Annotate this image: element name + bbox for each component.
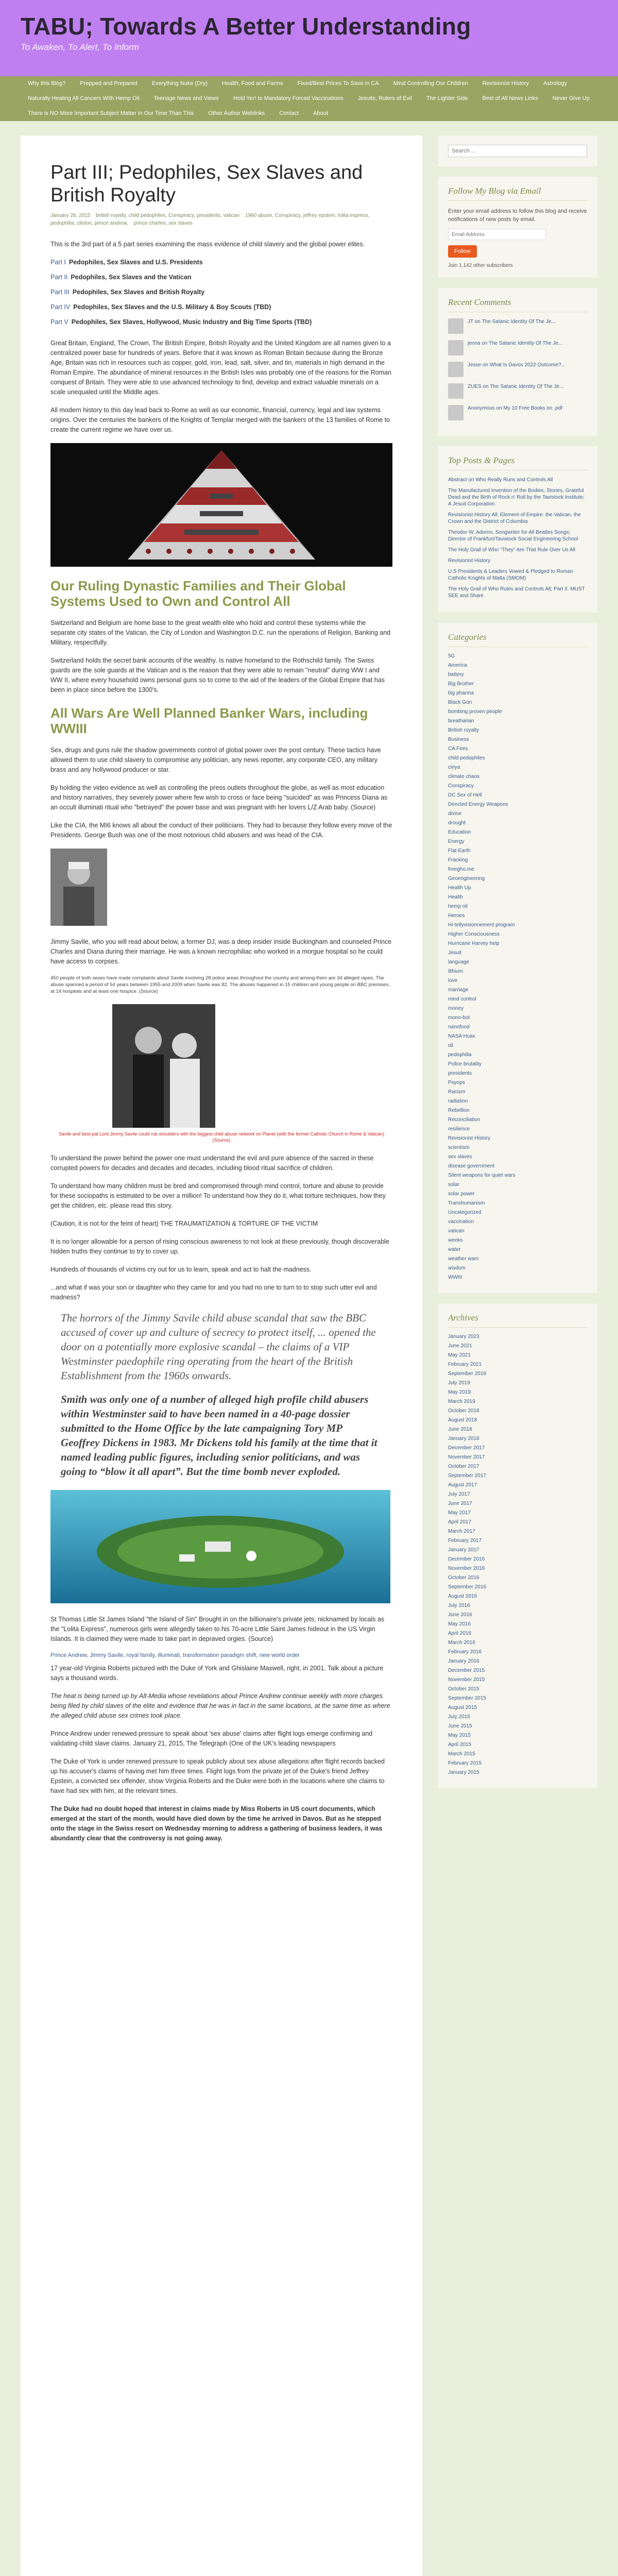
archive-link[interactable]: October 2016 xyxy=(448,1575,479,1581)
archive-link[interactable]: May 2016 xyxy=(448,1621,471,1627)
series-part[interactable] xyxy=(50,302,392,312)
comment-author[interactable]: ZUES on xyxy=(468,384,489,389)
paragraph-what-if: ...and what if was your son or daughter who they came for and you had no one to turn to to stop such utter evil and madness? xyxy=(50,1284,377,1301)
search-input[interactable] xyxy=(448,145,587,157)
site-title[interactable]: TABU; Towards A Better Understanding xyxy=(21,13,471,40)
post-tags[interactable]: 1960 abuse, Conspiracy, jeffrey epstein, lolita express, pedophilia, clinton, prince andrew, xyxy=(50,213,370,226)
comment-post-link[interactable]: The Satanic Identity Of The Je... xyxy=(490,384,564,389)
category-link[interactable]: child pedophiles xyxy=(448,755,485,761)
archive-link[interactable]: March 2019 xyxy=(448,1399,475,1404)
savile-photo xyxy=(50,849,107,926)
nav-item[interactable]: About xyxy=(313,110,328,116)
archive-link[interactable]: June 2015 xyxy=(448,1723,472,1729)
series-part-title: Pedophiles, Sex Slaves and the U.S. Military & Boy Scouts (TBD) xyxy=(73,303,271,311)
category-link[interactable]: resilience xyxy=(448,1126,470,1132)
recent-comments-title: Recent Comments xyxy=(448,297,587,312)
category-link[interactable]: battery xyxy=(448,672,464,677)
paragraph-video-evidence: By holding the video evidence as well as controlling the press outlets throughout the globe, as well as most education and history narratives, they severely power where few wish to cross or face being "suicided" as was Princess Diana as an occult illuminati ritual who "betrayed" the power base and was pregnant with her lovers L/Z Arab baby. (Source) xyxy=(50,784,388,811)
email-field[interactable] xyxy=(448,229,546,240)
category-link[interactable]: weeks xyxy=(448,1238,463,1243)
nav-item[interactable]: Health, Food and Farms xyxy=(221,80,283,87)
comment-author[interactable]: jenna on xyxy=(468,341,488,346)
category-link[interactable]: Silent weapons for quiet wars xyxy=(448,1173,516,1178)
category-link[interactable]: scientism xyxy=(448,1145,470,1150)
archive-link[interactable]: March 2017 xyxy=(448,1529,475,1534)
heading-dynastic-families: Our Ruling Dynastic Families and Their Global Systems Used to Own and Control All xyxy=(50,578,346,609)
nav-item[interactable]: Naturally Healing All Cancers With Hemp Oil xyxy=(28,95,140,101)
paragraph-secret-accounts: Switzerland holds the secret bank accounts of the wealthy. Is native homeland to the Rothschild family. The Swiss guards are the sole guards at the Vatican and is the reason that they were able to remain "neutral" during WW I and WW II, where every household owns personal guns so to come to the aid of the leaders of the Global Empire that has been in place since before the 1300's. xyxy=(50,657,385,693)
post-tags-more[interactable]: prince charles, sex slaves xyxy=(133,221,193,226)
series-part-number[interactable]: Part V xyxy=(50,318,68,326)
archive-link[interactable]: September 2019 xyxy=(448,1371,486,1377)
archive-link[interactable]: December 2016 xyxy=(448,1556,485,1562)
site-tagline: To Awaken, To Alert, To Inform xyxy=(21,42,139,52)
comment-author[interactable]: Anonymous on xyxy=(468,405,502,411)
archive-link[interactable]: August 2015 xyxy=(448,1705,477,1710)
series-part[interactable] xyxy=(50,258,392,267)
series-parts xyxy=(50,258,392,327)
top-page-link[interactable]: Revisionist History xyxy=(448,558,491,564)
archive-link[interactable]: May 2015 xyxy=(448,1733,471,1738)
post-categories[interactable]: british royalty, child pedophiles, Conspiracy, presidents, vatican xyxy=(96,213,240,218)
series-part-number[interactable]: Part IV xyxy=(50,303,71,311)
nav-item[interactable]: Best of All News Links xyxy=(482,95,538,101)
search-widget xyxy=(438,135,597,166)
paragraph-virginia-roberts: 17 year-old Virginia Roberts pictured with the Duke of York and Ghislaine Maxwell, right, in 2001. Talk about a picture says a thousand words. xyxy=(50,1665,384,1682)
follow-button[interactable]: Follow xyxy=(448,245,477,258)
category-link[interactable]: Fracking xyxy=(448,857,468,863)
category-link[interactable]: big pharma xyxy=(448,690,474,696)
category-link[interactable]: Geoengineering xyxy=(448,876,485,882)
archive-link[interactable]: October 2015 xyxy=(448,1686,479,1692)
category-link[interactable]: marriage xyxy=(448,987,469,993)
nav-item[interactable]: The Lighter Side xyxy=(426,95,468,101)
category-link[interactable]: NASA Hoax xyxy=(448,1033,475,1039)
comment-text xyxy=(468,383,563,399)
category-link[interactable]: love xyxy=(448,978,458,984)
archive-link[interactable]: October 2017 xyxy=(448,1464,479,1469)
category-link[interactable]: Reconciliation xyxy=(448,1117,480,1123)
nav-item[interactable]: Revisionist History xyxy=(482,80,529,87)
paragraph-victims: Hundreds of thousands of victims cry out for us to learn, speak and act to halt the madness. xyxy=(50,1266,312,1273)
category-link[interactable]: freegho.me xyxy=(448,867,474,872)
category-link[interactable]: radiation xyxy=(448,1098,468,1104)
category-link[interactable]: hemp oil xyxy=(448,904,468,909)
category-link[interactable]: Flat Earth xyxy=(448,848,471,854)
nav-item[interactable]: Fixed/Best Prices To Save in CA xyxy=(297,80,379,87)
category-link[interactable]: money xyxy=(448,1006,464,1011)
top-page-link[interactable]: The Holy Grail of Who Rules and Controls All; Part II. MUST SEE and Share xyxy=(448,586,585,599)
category-link[interactable]: presidents xyxy=(448,1071,472,1076)
main-nav xyxy=(0,76,618,121)
category-link[interactable]: Education xyxy=(448,829,471,835)
archive-link[interactable]: August 2016 xyxy=(448,1594,477,1599)
series-part-number[interactable]: Part I xyxy=(50,259,66,266)
category-link[interactable]: Revisionist History xyxy=(448,1136,491,1141)
nav-item[interactable]: Teenage News and Views xyxy=(153,95,219,101)
archive-link[interactable]: October 2018 xyxy=(448,1408,479,1414)
archive-link[interactable]: February 2021 xyxy=(448,1362,482,1367)
top-pages-widget xyxy=(438,446,597,613)
category-link[interactable]: Health Up xyxy=(448,885,471,891)
post-date[interactable]: January 28, 2015 xyxy=(50,213,91,218)
category-link[interactable]: Hi-tellyvisionnement program xyxy=(448,922,515,928)
avatar[interactable] xyxy=(448,362,464,377)
comment-post-link[interactable]: What Is Davos 2022 Outcome?... xyxy=(489,362,566,368)
paragraph-island: St Thomas Little St James Island "the Island of Sin" Brought in on the billionaire's private jets, nicknamed by locals as the "Lolita Express", numerous girls were allegedly taken to his 70-acre Little Saint James hideout in the US Virgin Islands. It is claimed they were made to take part in depraved orgies. (Source) xyxy=(50,1616,385,1642)
category-link[interactable]: WWIII xyxy=(448,1275,462,1280)
category-link[interactable]: vatican xyxy=(448,1228,465,1234)
category-link[interactable]: drought xyxy=(448,820,466,826)
comment-text xyxy=(468,340,562,355)
category-link[interactable]: vaccination xyxy=(448,1219,474,1225)
series-part[interactable] xyxy=(50,287,392,297)
comment-item xyxy=(448,405,587,420)
archive-link[interactable]: April 2017 xyxy=(448,1519,472,1525)
category-link[interactable]: language xyxy=(448,959,470,965)
categories-widget xyxy=(438,623,597,1293)
comment-text xyxy=(468,318,556,334)
series-part-title: Pedophiles, Sex Slaves, Hollywood, Music Industry and Big Time Sports (TBD) xyxy=(71,318,312,326)
comments-list xyxy=(448,318,587,420)
archive-link[interactable]: September 2017 xyxy=(448,1473,486,1479)
category-link[interactable]: weather wars xyxy=(448,1256,479,1262)
archive-link[interactable]: March 2015 xyxy=(448,1751,475,1757)
archive-link[interactable]: November 2017 xyxy=(448,1454,485,1460)
quote-savile-scandal: The horrors of the Jimmy Savile child abuse scandal that saw the BBC accused of cover up and culture of secrecy to protect itself, ... opened the door on a potentially more explosive scandal – the claims of a VIP Westminster paedophile ring operating from the heart of the British Establishment from the 1960s onwards. xyxy=(61,1312,376,1382)
category-link[interactable]: Psyops xyxy=(448,1080,465,1086)
avatar[interactable] xyxy=(448,405,464,420)
archives-title: Archives xyxy=(448,1313,587,1328)
top-page-link[interactable]: U.S Presidents & Leaders Vowed & Pledged to Roman Catholic Knights of Malta (SMOM) xyxy=(448,569,573,581)
category-link[interactable]: pedophilia xyxy=(448,1052,472,1058)
category-link[interactable]: Big Brother xyxy=(448,681,474,687)
series-part-number[interactable]: Part II xyxy=(50,274,68,281)
archive-link[interactable]: April 2015 xyxy=(448,1742,472,1748)
nav-item[interactable]: Contact xyxy=(279,110,299,116)
category-link[interactable]: Conspiracy xyxy=(448,783,474,789)
category-link[interactable]: Rebellion xyxy=(448,1108,470,1113)
category-link[interactable]: Business xyxy=(448,737,469,742)
nav-items xyxy=(21,76,597,121)
comment-author[interactable]: JT on xyxy=(468,319,480,325)
post-content xyxy=(21,135,422,2576)
archive-link[interactable]: July 2015 xyxy=(448,1714,470,1720)
nav-item[interactable]: Prepped and Prepared xyxy=(80,80,138,87)
archive-link[interactable]: August 2018 xyxy=(448,1417,477,1423)
category-link[interactable]: 5G xyxy=(448,653,455,659)
archive-link[interactable]: November 2016 xyxy=(448,1566,485,1571)
archive-link[interactable]: February 2016 xyxy=(448,1649,482,1655)
archive-link[interactable]: September 2015 xyxy=(448,1696,486,1701)
archive-link[interactable]: September 2016 xyxy=(448,1584,486,1590)
category-link[interactable]: nanofood xyxy=(448,1024,470,1030)
caption-savile-pope: Savile and best-pal Lord Jimmy Savile could rub shoulders with the biggest child abuse network on Planet (with the former Catholic Church in Rome & Vatican) (Source) xyxy=(58,1131,385,1143)
series-part-title: Pedophiles, Sex Slaves and British Royalty xyxy=(72,289,205,296)
quote-block xyxy=(61,1311,382,1479)
archive-link[interactable]: June 2021 xyxy=(448,1343,472,1349)
intro-paragraph: This is the 3rd part of a 5 part series examining the mass evidence of child slavery and the global power elites. xyxy=(50,241,365,248)
site-header xyxy=(0,0,618,76)
paragraph-rome: All modern history to this day lead back to Rome as well as our economic, financial, currency, legal and law systems origins. Over the centuries the bankers of the Knights of Templar merged with the bankers of the 13 families of Rome to create the current regime we have over us. xyxy=(50,406,390,433)
pyramid-diagram xyxy=(50,443,392,567)
category-link[interactable]: climate chaos xyxy=(448,774,480,779)
nav-item[interactable]: There is NO More Important Subject Matter in Our Time Than This xyxy=(28,110,194,116)
nav-item[interactable]: Jesuits, Rulers of Evil xyxy=(357,95,412,101)
top-page-link[interactable]: The Holy Grail of Who "They" Are That Rule Over Us All xyxy=(448,547,576,553)
paragraph-power-behind-power: To understand the power behind the power one must understand the evil and pure absence of the sacred in these corrupted powers for decades and decades and decades, including blood ritual sacrifice of children. xyxy=(50,1155,374,1172)
category-link[interactable]: Uncategorized xyxy=(448,1210,482,1215)
archive-link[interactable]: May 2021 xyxy=(448,1352,471,1358)
comment-text xyxy=(468,405,562,420)
avatar[interactable] xyxy=(448,318,464,334)
category-link[interactable]: oil xyxy=(448,1043,454,1048)
category-link[interactable]: breatharian xyxy=(448,718,474,724)
quote-dickens-dossier: Smith was only one of a number of alleged high profile child abusers within Westminster said to have been named in a 40-page dossier submitted to the Home Office by the late campaigning Tory MP Geoffrey Dickens in 1983. Mr Dickens told his family at the time that it named leading public figures, including senior politicians, and was going to “blow it all apart”. But the time bomb never exploded. xyxy=(61,1393,377,1478)
paragraph-cia-mi6: Like the CIA, the MI6 knows all about the conduct of their politicians. They had to because they follow every move of the Presidents. George Bush was one of the most notorious child abusers and was head of the CIA. xyxy=(50,822,392,839)
comment-post-link[interactable]: The Satanic Identity Of The Je... xyxy=(488,341,563,346)
paragraph-jimmy-savile: Jimmy Savile, who you will read about below, a former DJ, was a deep insider inside Buckingham and counseled Prince Charles and Diana during their marriage. He was a known necrophiliac who worked in a morgue hospital so he could have access to corpses. xyxy=(50,938,392,965)
note-savile-complaints: 450 people of both sexes have made complaints about Savile involving 28 police areas throughout the country and among them are 34 alleged rapes. The abuse spanned a period of 54 years between 1955 and 2009 when Savile was 82. The abuses happened in 15 children and young people on BBC premises, at 14 hospitals and at least one hospice. (Source) xyxy=(50,975,390,994)
archive-link[interactable]: December 2017 xyxy=(448,1445,485,1451)
archive-link[interactable]: July 2016 xyxy=(448,1603,470,1608)
archive-link[interactable]: June 2016 xyxy=(448,1612,472,1618)
category-link[interactable]: divine xyxy=(448,811,462,817)
archive-link[interactable]: August 2017 xyxy=(448,1482,477,1488)
nav-item[interactable]: Astrology xyxy=(543,80,567,87)
category-link[interactable]: Heroes xyxy=(448,913,465,919)
archive-link[interactable]: July 2019 xyxy=(448,1380,470,1386)
post-title: Part III; Pedophiles, Sex Slaves and British Royalty xyxy=(50,162,363,206)
paragraph-caution: (Caution, it is not for the feint of heart) THE TRAUMATIZATION & TORTURE OF THE VICTIM xyxy=(50,1220,318,1227)
paragraph-telegraph: Prince Andrew under renewed pressure to speak about 'sex abuse' claims after flight logs emerge confirming and validating child slave claims. January 21, 2015, The Telegraph (One of the UK's leading newspapers xyxy=(50,1730,373,1747)
category-link[interactable]: wisdom xyxy=(448,1265,466,1271)
series-part[interactable] xyxy=(50,273,392,282)
category-link[interactable]: Directed Energy Weapons xyxy=(448,802,508,807)
heading-banker-wars: All Wars Are Well Planned Banker Wars, including WWIII xyxy=(50,705,368,736)
archive-link[interactable]: February 2017 xyxy=(448,1538,482,1544)
category-link[interactable]: ciriya xyxy=(448,765,460,770)
top-page-link[interactable]: Revisionist History All; Element of Empire: the Vatican, the Crown and the District of Columbia xyxy=(448,512,581,524)
comment-item xyxy=(448,362,587,377)
paragraph-no-longer: It is no longer allowable for a person of rising conscious awareness to not look at these previously, though discoverable hidden truths they continue to try to cover up. xyxy=(50,1238,389,1255)
nav-item[interactable]: Never Give Up xyxy=(552,95,590,101)
category-link[interactable]: CA Fires xyxy=(448,746,468,752)
category-link[interactable]: water xyxy=(448,1247,461,1252)
category-link[interactable]: Higher Consciousness xyxy=(448,931,500,937)
comment-text xyxy=(468,362,565,377)
series-part-number[interactable]: Part III xyxy=(50,289,70,296)
follow-widget xyxy=(438,177,597,278)
island-photo xyxy=(50,1490,390,1603)
paragraph-sex-drugs-guns: Sex, drugs and guns rule the shadow governments control of global power over the post century. These tactics have allowed them to use child slavery to compromise any politician, any news reporter, any corporate CEO, any military brass and any hollywood producer or star. xyxy=(50,747,381,773)
comment-post-link[interactable]: My 10 Free Books on .pdf xyxy=(503,405,563,411)
category-link[interactable]: sex slaves xyxy=(448,1154,472,1160)
paragraph-mind-control: To understand how many children must be bred and compromised through mind control, torture and abuse to provide for these sociopaths is estimated to be over a million! To understand how they do it, what torture techniques, how they get the children, etc. please read this story. xyxy=(50,1182,386,1209)
comment-item xyxy=(448,383,587,399)
post-meta xyxy=(50,212,392,227)
top-pages-list xyxy=(448,477,587,599)
header-inner xyxy=(21,13,597,53)
recent-comments-widget xyxy=(438,288,597,436)
paragraph-duke-of-york: The Duke of York is under renewed pressure to speak publicly about sex abuse allegations after flight records backed up his accuser's claims of having met him three times. Flight logs from the private jet of the Duke's friend Jeffrey Epstein, a convicted sex offender, show Virginia Roberts and the Duke were both in the locations where she claims to have had sex with him, at the relevant times. xyxy=(50,1758,385,1794)
nav-item[interactable]: Everything Nuke (Dry) xyxy=(151,80,208,87)
category-link[interactable]: Jesuit xyxy=(448,950,462,956)
archive-link[interactable]: June 2018 xyxy=(448,1427,472,1432)
follow-count: Join 1,142 other subscribers xyxy=(448,263,513,268)
paragraph-heat: The heat is being turned up by Alt-Media whose revelations about Prince Andrew continue weekly with more charges being filed by child slaves of the elite and evidence that he was in fact in the same locations, at the same time as where the alleged child abuse sex crimes took place. xyxy=(50,1692,390,1719)
archive-link[interactable]: January 2016 xyxy=(448,1658,479,1664)
category-link[interactable]: lithium xyxy=(448,969,463,974)
paragraph-switzerland: Switzerland and Belgium are home base to the great wealth elite who hold and control these systems while the separate city states of the Vatican, the City of London and Washington D.C. run the operations of Religion, Banking and Military, respectfully. xyxy=(50,619,391,646)
archive-link[interactable]: January 2023 xyxy=(448,1334,479,1340)
archive-link[interactable]: March 2016 xyxy=(448,1640,475,1646)
category-link[interactable]: bombing proven people xyxy=(448,709,502,715)
nav-item[interactable]: Hold Yer! to Mandatory Forced Vaccinations xyxy=(233,95,344,101)
archive-link[interactable]: January 2015 xyxy=(448,1770,479,1775)
series-part[interactable] xyxy=(50,317,392,327)
top-page-link[interactable]: Abstract on Who Really Runs and Controls All xyxy=(448,477,553,483)
category-link[interactable]: mono-bot xyxy=(448,1015,470,1021)
category-link[interactable]: disease government xyxy=(448,1163,495,1169)
archive-link[interactable]: July 2017 xyxy=(448,1492,470,1497)
categories-list xyxy=(448,653,587,1281)
paragraph-duke-davos: The Duke had no doubt hoped that interest in claims made by Miss Roberts in US court documents, which emerged at the start of the month, would have died down by the time he arrived in Davos. But as he stepped onto the stage in the Swiss resort on Wednesday morning to address a gathering of business leaders, it was abundantly clear that the controversy is not going away. xyxy=(50,1805,383,1842)
comment-post-link[interactable]: The Satanic Identity Of The Je... xyxy=(482,319,556,325)
category-link[interactable]: Hurricane Harvey help xyxy=(448,941,500,946)
category-link[interactable]: Transhumanism xyxy=(448,1200,485,1206)
archive-link[interactable]: January 2017 xyxy=(448,1547,479,1553)
category-link[interactable]: DC Sex of Hell xyxy=(448,792,482,798)
series-part-title: Pedophiles, Sex Slaves and U.S. Presidents xyxy=(68,259,203,266)
nav-item[interactable]: Other Author Weblinks xyxy=(208,110,265,116)
archive-link[interactable]: January 2018 xyxy=(448,1436,479,1442)
nav-item[interactable]: Why this Blog? xyxy=(28,80,66,87)
category-link[interactable]: Racism xyxy=(448,1089,466,1095)
category-link[interactable]: solar xyxy=(448,1182,459,1188)
archives-list xyxy=(448,1334,587,1776)
category-link[interactable]: Police brutality xyxy=(448,1061,482,1067)
categories-title: Categories xyxy=(448,632,587,647)
avatar[interactable] xyxy=(448,340,464,355)
paragraph-britain: Great Britain, England, The Crown, The British Empire, British Royalty and the United Kingdom are all names given to a centralized power base for hundreds of years. Before that it was known as Roman Britain because during the Bronze Age, Britain was rich in resources such as copper, gold, iron, lead, salt, silver, and tin, materials in high demand in the Roman Empire. The abundance of mineral resources in the British Isles was probably one of the reasons for the Roman conquest of Britain. They were able to use advanced technology to find, develop and extract valuable minerals on a scale unequaled until the Middle ages. xyxy=(50,340,391,396)
series-part-title: Pedophiles, Sex Slaves and the Vatican xyxy=(71,274,192,281)
avatar[interactable] xyxy=(448,383,464,399)
category-link[interactable]: British royalty xyxy=(448,727,479,733)
archive-link[interactable]: April 2016 xyxy=(448,1631,472,1636)
archive-link[interactable]: November 2015 xyxy=(448,1677,485,1683)
archive-link[interactable]: May 2017 xyxy=(448,1510,471,1516)
top-page-link[interactable]: The Manufactured Invention of the Bodies, Stories, Grateful Dead and the Birth of Rock n' Roll by the Tavistock Institute; A Jesuit Corporation. xyxy=(448,488,585,507)
category-link[interactable]: mind control xyxy=(448,996,476,1002)
comment-item xyxy=(448,340,587,355)
follow-title: Follow My Blog via Email xyxy=(448,186,587,201)
savile-pope-photo xyxy=(112,1004,215,1128)
archive-link[interactable]: June 2017 xyxy=(448,1501,472,1506)
top-page-link[interactable]: Theodor W. Adorno, Songwriter for All Beatles Songs; Director of Frankfurt/Tavistock Social Engineering School xyxy=(448,530,578,542)
sidebar xyxy=(438,135,597,2576)
category-link[interactable]: solar power xyxy=(448,1191,475,1197)
category-link[interactable]: Black Gon xyxy=(448,700,472,705)
comment-item xyxy=(448,318,587,334)
comment-author[interactable]: Jesse on xyxy=(468,362,489,368)
archive-link[interactable]: May 2019 xyxy=(448,1389,471,1395)
page-wrap xyxy=(21,121,597,2576)
archive-link[interactable]: February 2015 xyxy=(448,1760,482,1766)
nav-item[interactable]: Mind Controlling Our Children xyxy=(393,80,468,87)
category-link[interactable]: Health xyxy=(448,894,463,900)
archives-widget xyxy=(438,1303,597,1788)
image-caption-prince-andrew[interactable]: Prince Andrew, Jimmy Savile, royal family, illuminati, transformation paradigm shift, new world order xyxy=(50,1652,300,1658)
follow-text: Enter your email address to follow this blog and receive notifications of new posts by email. xyxy=(448,208,587,223)
category-link[interactable]: Energy xyxy=(448,839,465,844)
top-pages-title: Top Posts & Pages xyxy=(448,455,587,470)
archive-link[interactable]: December 2015 xyxy=(448,1668,485,1673)
category-link[interactable]: America xyxy=(448,663,467,668)
